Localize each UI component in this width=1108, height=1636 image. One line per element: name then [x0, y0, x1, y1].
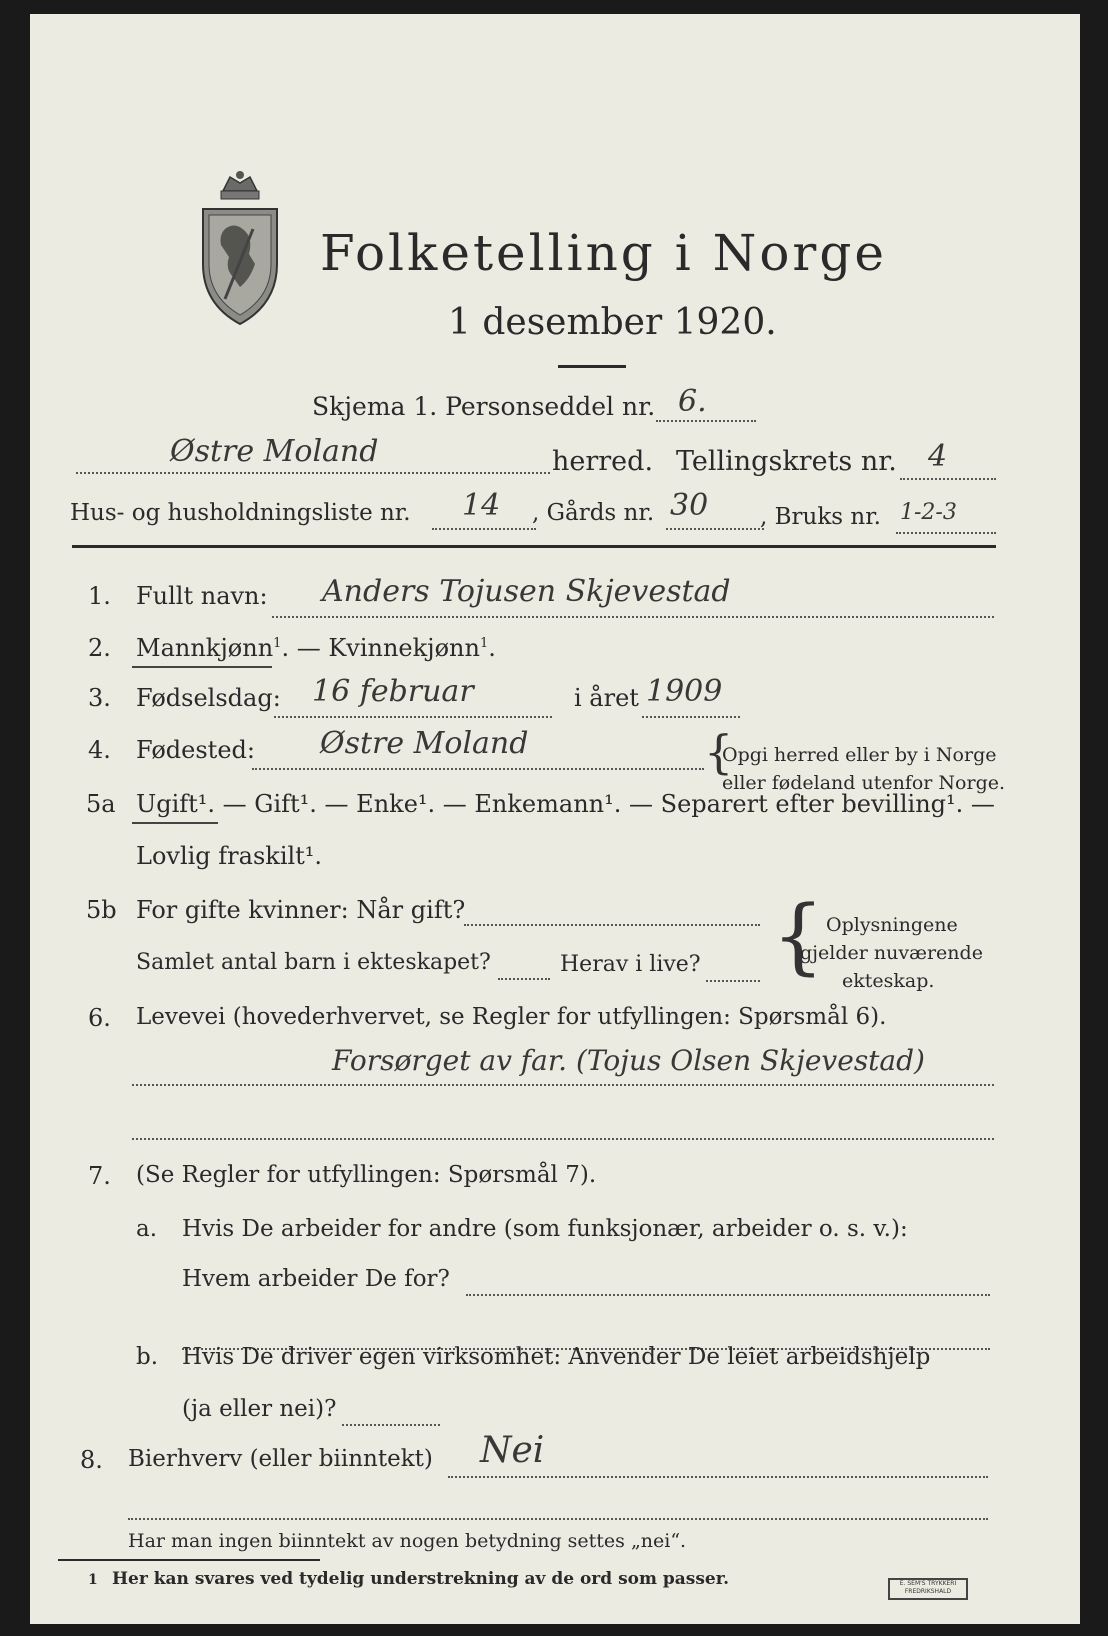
norwegian-coat-of-arms-icon — [195, 169, 285, 329]
q7b-letter: b. — [136, 1344, 159, 1370]
q4-note-line2: eller fødeland utenfor Norge. — [722, 772, 1006, 794]
q1-number: 1. — [88, 582, 111, 610]
gards-label: , Gårds nr. — [532, 500, 655, 526]
birth-day-value: 16 februar — [312, 674, 474, 709]
census-form-page: Folketelling i Norge 1 desember 1920. Skjema 1. Personseddel nr. 6. Østre Moland herred. Tellingskrets nr. 4 Hus- og husholdningsliste nr. 14 , Gårds nr. 30 , Bruks nr. 1-2-3 1. Fullt navn: Anders Tojusen Skjevestad 2. Mannkjønn$^1$. — Kvinnekjønn$^1$. 3. Fødselsdag: 16 februar i året 1909 4. Fødested: Østre Moland { Opgi herred eller by i Norge eller fødeland utenfor Norge. 5a Ugift¹. — Gift¹. — Enke¹. — Enkemann¹. — Separert efter bevilling¹. — Lovlig fraskilt¹. 5b For gifte kvinner: Når gift? Samlet antal barn i ekteskapet? Herav i live? { Oplysningene gjelder nuværende ekteskap. 6. Levevei (hovederhvervet, se Regler for utfyllingen: Spørsmål 6). Forsørget av far. (Tojus Olsen Skjevestad) 7. (Se Regler for utfyllingen: Spørsmål 7). a. Hvis De arbeider for andre (som funksjonær, arbeider o. s. v.): Hvem arbeider De for? b. Hvis De driver egen virksomhet: Anvender De leiet arbeidshjelp (ja eller nei)? 8. Bierhverv (eller biinntekt) Nei Har man ingen biinntekt av nogen betydning settes „nei“. 1 Her kan svares ved tydelig understrekning av de ord som passer. E. SEM'S TRYKKERI FREDRIKSHALD — [30, 14, 1080, 1624]
full-name-value: Anders Tojusen Skjevestad — [322, 574, 731, 609]
male-option: Mannkjønn — [136, 634, 274, 662]
q7a-line2: Hvem arbeider De for? — [182, 1266, 450, 1292]
q7-number: 7. — [88, 1162, 111, 1190]
q4-note-line1: Opgi herred eller by i Norge — [722, 744, 997, 766]
q2-number: 2. — [88, 634, 111, 662]
q5b-note-line2: gjelder nuværende — [800, 942, 983, 964]
q3-label: Fødselsdag: — [136, 684, 281, 712]
footnote-marker: 1 — [88, 1572, 98, 1588]
q7a-line1: Hvis De arbeider for andre (som funksjonær, arbeider o. s. v.): — [182, 1216, 908, 1242]
tellingskrets-label: Tellingskrets nr. — [676, 446, 897, 477]
footnote-text: Her kan svares ved tydelig understrekning av de ord som passer. — [112, 1569, 730, 1589]
birth-year-label: i året — [574, 684, 639, 712]
side-income-value: Nei — [480, 1430, 545, 1471]
q8-number: 8. — [80, 1446, 103, 1474]
form-date: 1 desember 1920. — [448, 302, 777, 343]
herred-label: herred. — [552, 446, 654, 477]
household-list-label: Hus- og husholdningsliste nr. — [70, 500, 411, 526]
q6-label: Levevei (hovederhvervet, se Regler for utfyllingen: Spørsmål 6). — [136, 1004, 887, 1030]
q4-label: Fødested: — [136, 736, 255, 764]
q7-label: (Se Regler for utfyllingen: Spørsmål 7). — [136, 1162, 597, 1188]
q5b-note-line3: ekteskap. — [842, 970, 935, 992]
q5a-number: 5a — [86, 790, 116, 818]
ugift-underline-mark — [132, 822, 218, 824]
q5b-note-line1: Oplysningene — [826, 914, 958, 936]
schema-label: Skjema 1. Personseddel nr. — [312, 392, 656, 421]
form-title: Folketelling i Norge — [320, 224, 887, 282]
herred-value: Østre Moland — [170, 434, 379, 469]
male-underline-mark — [132, 666, 272, 668]
q7b-line2: (ja eller nei)? — [182, 1396, 337, 1422]
birth-year-value: 1909 — [646, 674, 723, 709]
q5b-line1: For gifte kvinner: Når gift? — [136, 896, 466, 924]
header-rule — [72, 545, 996, 548]
bruks-number: 1-2-3 — [900, 500, 957, 525]
q7b-line1: Hvis De driver egen virksomhet: Anvender De leiet arbeidshjelp — [182, 1344, 931, 1370]
q2-sex-options: Mannkjønn$^1$. — Kvinnekjønn$^1$. — [136, 634, 496, 662]
bruks-label: , Bruks nr. — [760, 504, 881, 530]
footer-note: Har man ingen biinntekt av nogen betydning settes „nei“. — [128, 1530, 687, 1552]
q5a-line2: Lovlig fraskilt¹. — [136, 842, 323, 870]
printer-stamp: E. SEM'S TRYKKERI FREDRIKSHALD — [888, 1578, 968, 1600]
title-divider — [558, 365, 626, 368]
birthplace-value: Østre Moland — [320, 726, 529, 761]
household-list-number: 14 — [462, 488, 501, 523]
q7a-letter: a. — [136, 1216, 158, 1242]
footer-rule — [58, 1559, 320, 1561]
q4-number: 4. — [88, 736, 111, 764]
personseddel-number: 6. — [678, 384, 707, 419]
livelihood-value: Forsørget av far. (Tojus Olsen Skjevestad) — [332, 1044, 925, 1077]
gards-number: 30 — [670, 488, 709, 523]
q5b-children-label: Samlet antal barn i ekteskapet? — [136, 950, 491, 975]
q1-label: Fullt navn: — [136, 582, 268, 610]
q5a-marital-options: Ugift¹. — Gift¹. — Enke¹. — Enkemann¹. — Separert efter bevilling¹. — — [136, 790, 995, 818]
tellingskrets-value: 4 — [928, 439, 948, 474]
q3-number: 3. — [88, 684, 111, 712]
q5b-number: 5b — [86, 896, 117, 924]
q5b-alive-label: Herav i live? — [560, 952, 701, 977]
q6-number: 6. — [88, 1004, 111, 1032]
q8-label: Bierhverv (eller biinntekt) — [128, 1446, 433, 1472]
female-option: Kvinnekjønn — [328, 634, 480, 662]
